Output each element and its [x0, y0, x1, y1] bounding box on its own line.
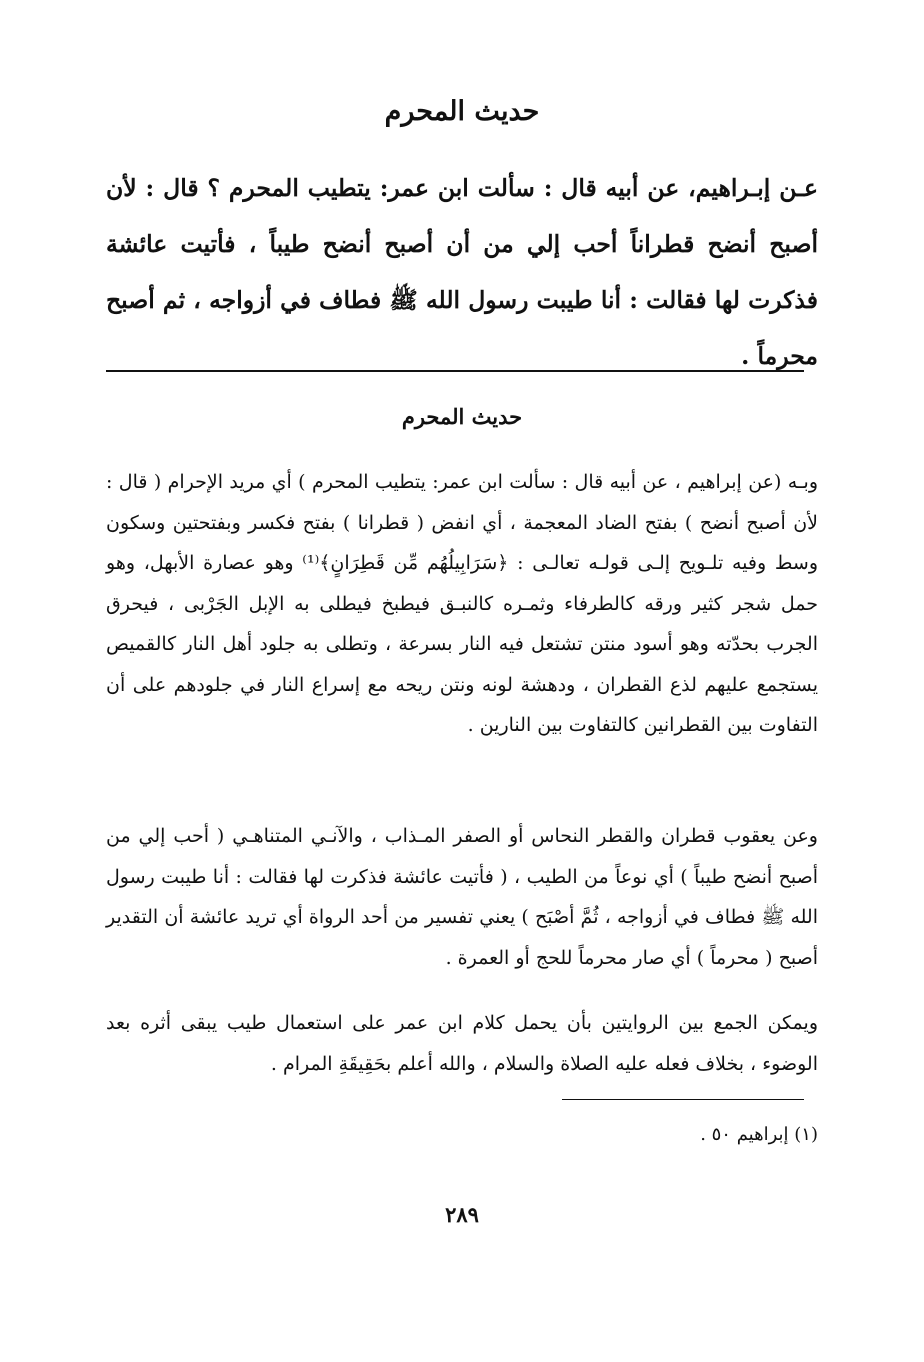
- page-title: حديث المحرم: [384, 96, 540, 127]
- hadith-text: عـن إبـراهيم، عن أبيه قال : سألت ابن عمر: يتطيب المحرم ؟ قال : لأن أصبح أنضح قطراناً أحب إلي من أن أصبح أنضح طيباً ، فأتيت عائشة فذكرت لها فقالت : أنا طيبت رسول الله ﷺ فطاف في أزواجه ، ثم أصبح محرماً .: [106, 174, 818, 370]
- footnote-divider: [562, 1099, 804, 1100]
- page-number: ٢٨٩: [445, 1202, 479, 1227]
- commentary-paragraph-2: وعن يعقوب قطران والقطر النحاس أو الصفر المـذاب ، والآنـي المتناهـي ( أحب إلي من أصبح أنضح طيباً ) أي نوعاً من الطيب ، ( فأتيت عائشة فذكرت لها فقالت : أنا طيبت رسول الله ﷺ فطاف في أزواجه ، ثُمَّ أصْبَح ) يعني تفسير من أحد الرواة أي تريد عائشة أن التقدير أصبح ( محرماً ) أي صار محرماً للحج أو العمرة .: [106, 825, 818, 969]
- commentary-paragraph-3: ويمكن الجمع بين الروايتين بأن يحمل كلام ابن عمر على استعمال طيب يبقى أثره بعد الوضوء ، بخلاف فعله عليه الصلاة والسلام ، والله أعلم بحَقِيقَةِ المرام .: [106, 1012, 818, 1075]
- commentary-paragraph-1: وبـه (عن إبراهيم ، عن أبيه قال : سألت ابن عمر: يتطيب المحرم ) أي مريد الإحرام ( قال : لأن أصبح أنضح ) بفتح الضاد المعجمة ، أي انفض ( قطرانا ) بفتح فكسر وبفتحتين وسكون وسط وفيه تلـويح إلـى قولـه تعالـى : ﴿سَرَابِيلُهُم مِّن قَطِرَانٍ﴾⁽¹⁾ وهو عصارة الأبهل، وهو حمل شجر كثير ورقه كالطرفاء وثمـره كالنبـق فيطبخ فيطلى به الإبل الجَرْبى ، فيحرق الجرب بحدّته وهو أسود منتن تشتعل فيه النار بسرعة ، وتطلى به جلود أهل النار كالقميص يستجمع عليهم لذع القطران ، ودهشة لونه ونتن ريحه مع إسراع النار في جلودهم على أن التفاوت بين القطرانين كالتفاوت بين النارين .: [106, 471, 818, 736]
- commentary-title: حديث المحرم: [401, 404, 523, 429]
- footnote: (١) إبراهيم ٥٠ .: [700, 1124, 818, 1145]
- section-divider: [106, 370, 804, 372]
